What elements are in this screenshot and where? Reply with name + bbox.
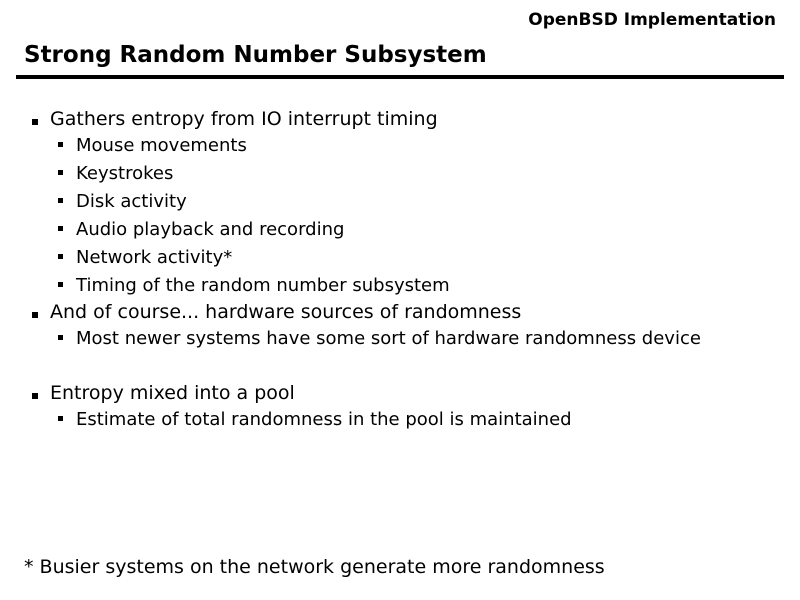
sub-bullet-list bbox=[54, 408, 776, 431]
square-bullet-icon bbox=[32, 393, 38, 399]
list-item bbox=[54, 246, 776, 269]
list-item-label: And of course... hardware sources of randomness bbox=[50, 301, 522, 324]
page-title: Strong Random Number Subsystem bbox=[24, 42, 487, 68]
list-item-label: Estimate of total randomness in the pool is maintained bbox=[76, 409, 572, 431]
list-item bbox=[54, 134, 776, 157]
list-item-label: Keystrokes bbox=[76, 163, 174, 185]
square-bullet-icon bbox=[58, 142, 63, 147]
slide-header: OpenBSD Implementation bbox=[528, 10, 776, 30]
list-item-label: Audio playback and recording bbox=[76, 219, 345, 241]
footnote: * Busier systems on the network generate more randomness bbox=[24, 556, 605, 578]
square-bullet-icon bbox=[58, 282, 63, 287]
square-bullet-icon bbox=[58, 226, 63, 231]
square-bullet-icon bbox=[58, 416, 63, 421]
slide-body bbox=[28, 104, 776, 433]
square-bullet-icon bbox=[32, 312, 38, 318]
list-item bbox=[54, 190, 776, 213]
list-item bbox=[28, 384, 776, 403]
square-bullet-icon bbox=[58, 335, 63, 340]
list-item-label: Entropy mixed into a pool bbox=[50, 382, 295, 405]
list-item bbox=[28, 303, 776, 322]
sub-bullet-list bbox=[54, 134, 776, 297]
square-bullet-icon bbox=[58, 254, 63, 259]
list-spacer bbox=[28, 352, 776, 378]
square-bullet-icon bbox=[58, 170, 63, 175]
list-item-label: Disk activity bbox=[76, 191, 187, 213]
list-item-label: Network activity* bbox=[76, 247, 233, 269]
sub-bullet-list bbox=[54, 327, 776, 350]
list-item-label: Most newer systems have some sort of hardware randomness device bbox=[76, 328, 701, 350]
list-item bbox=[54, 162, 776, 185]
list-item bbox=[54, 408, 776, 431]
square-bullet-icon bbox=[58, 198, 63, 203]
list-item bbox=[54, 327, 776, 350]
list-item-label: Mouse movements bbox=[76, 135, 247, 156]
list-item bbox=[54, 218, 776, 241]
list-item-label: Timing of the random number subsystem bbox=[76, 275, 450, 297]
list-item bbox=[54, 274, 776, 297]
list-item bbox=[28, 110, 776, 129]
title-divider bbox=[16, 75, 784, 79]
square-bullet-icon bbox=[32, 119, 38, 125]
bullet-list bbox=[28, 110, 776, 431]
list-item-label: Gathers entropy from IO interrupt timing bbox=[50, 108, 438, 130]
